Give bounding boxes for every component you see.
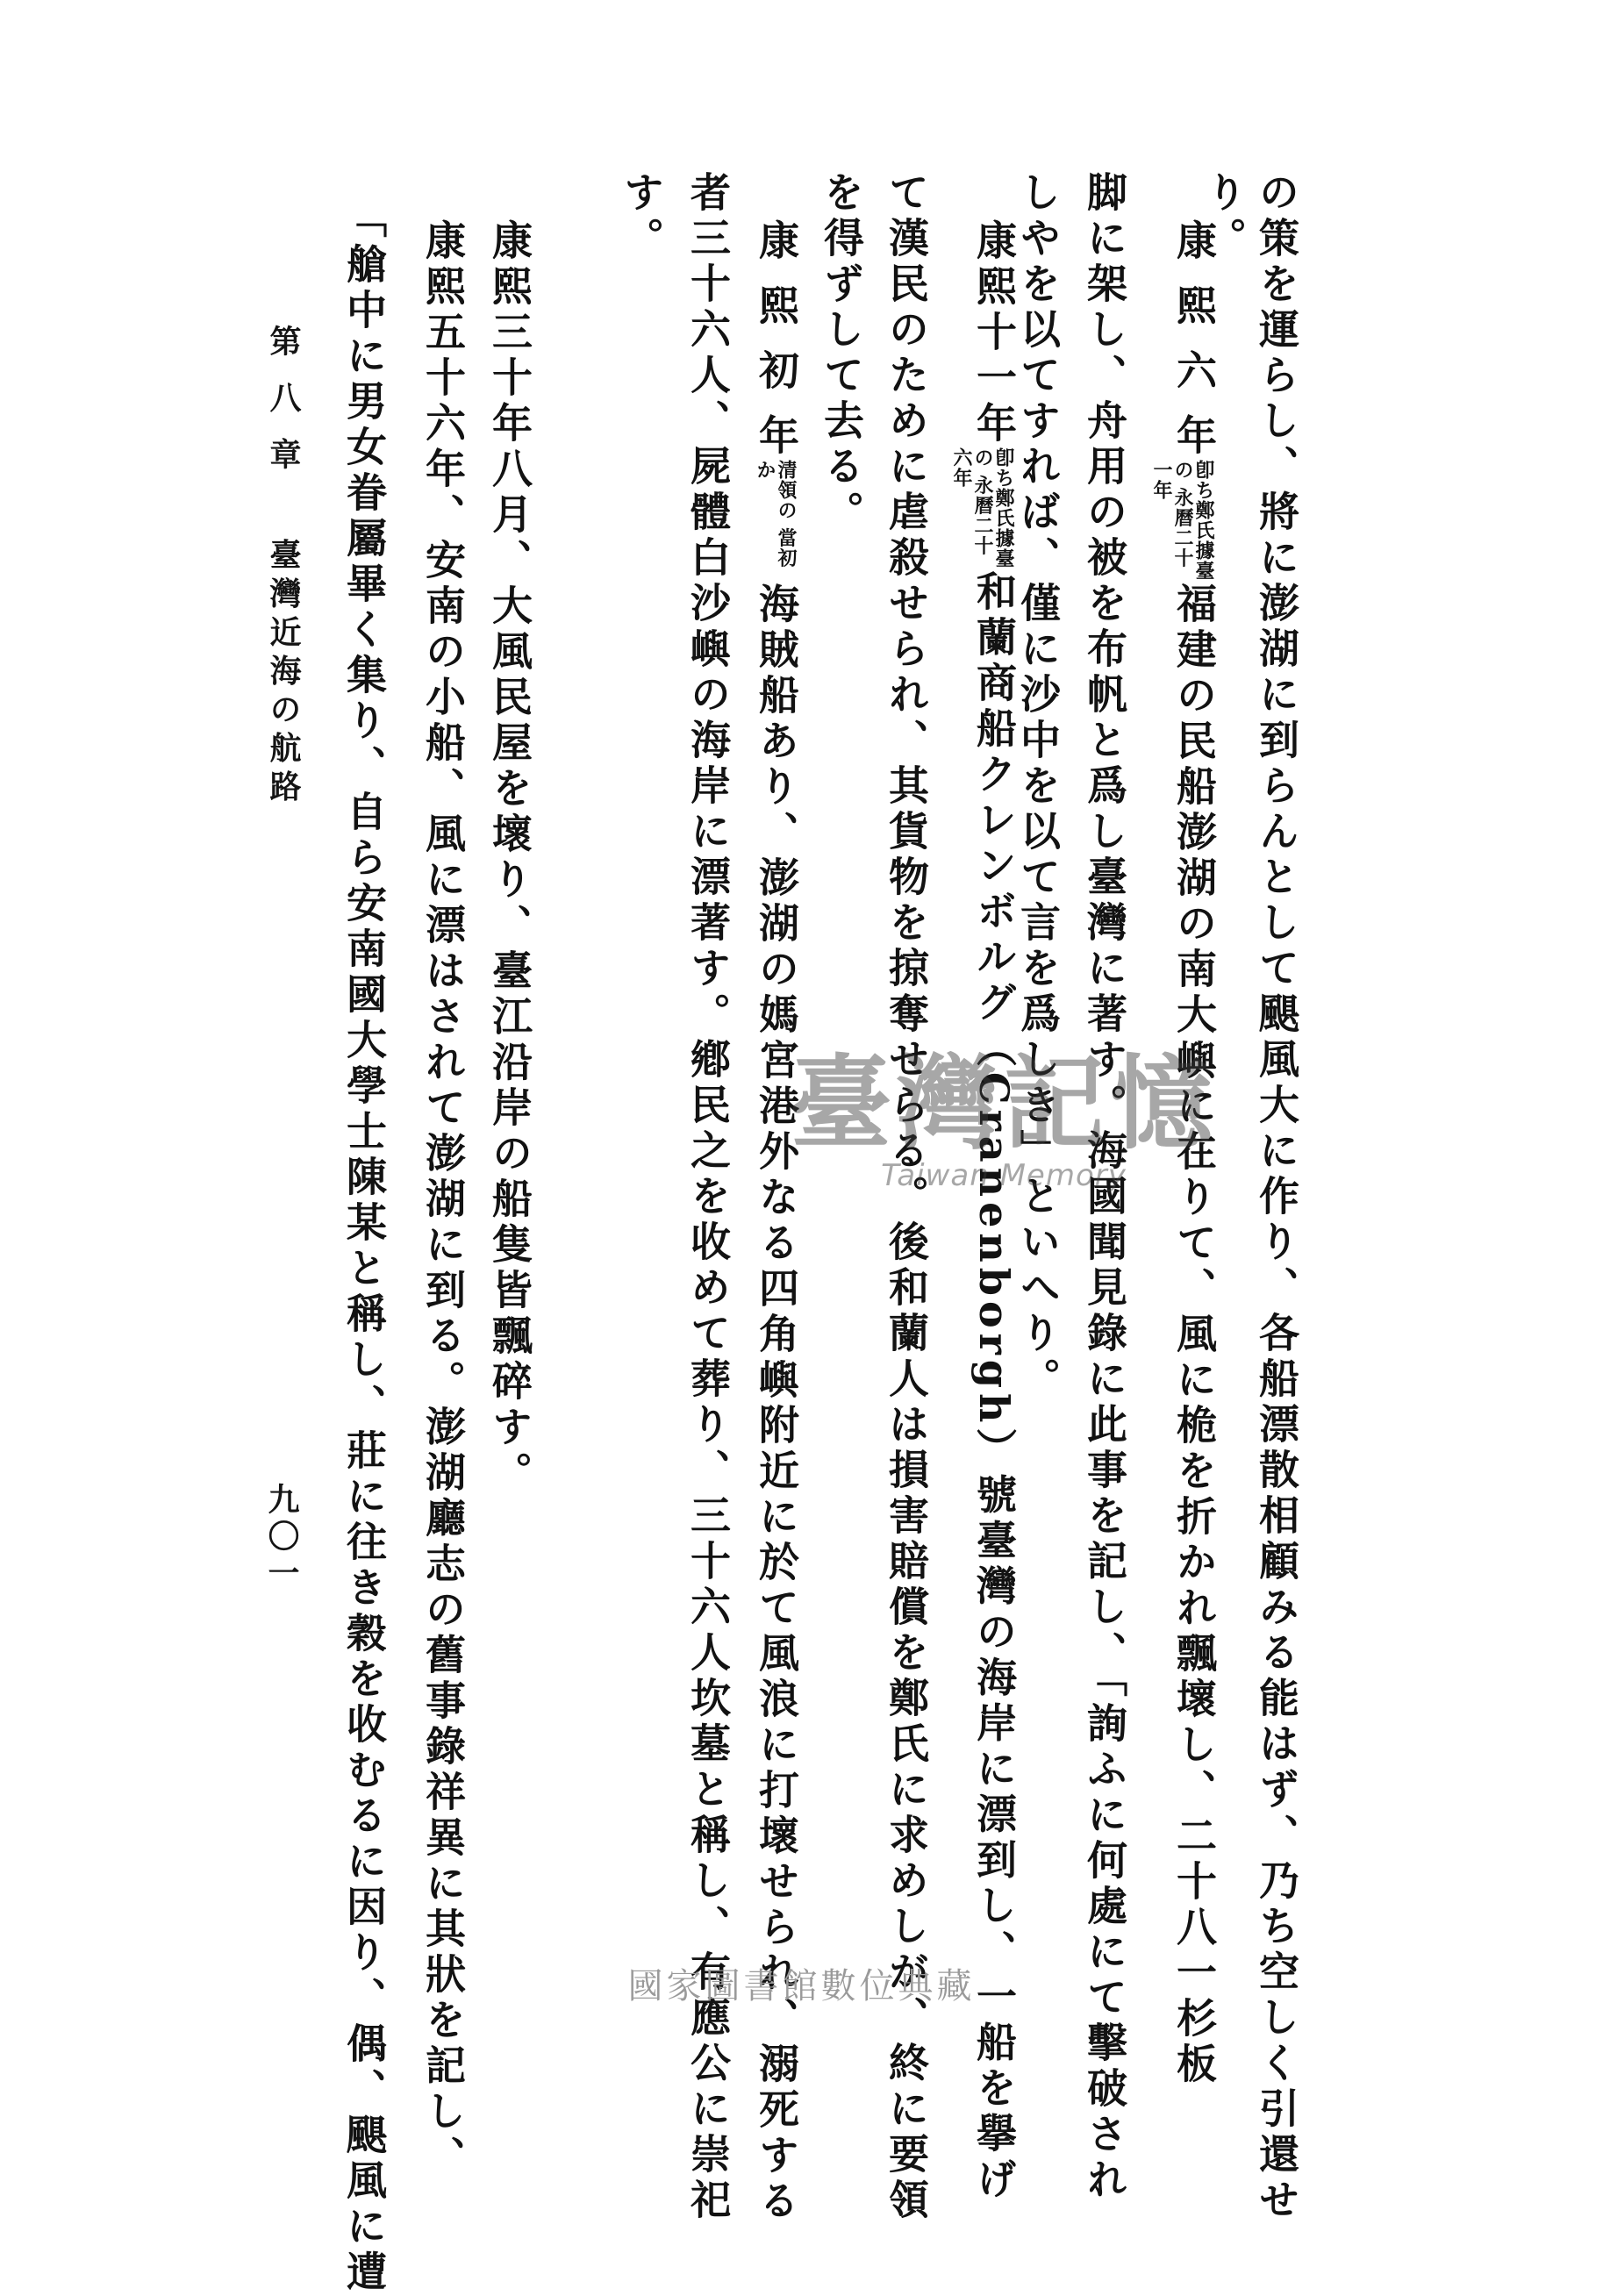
watermark-logo-text: 臺灣記憶 [790, 1044, 1218, 1163]
column-lead: 康 熙 初 年 [753, 219, 800, 461]
text-column-8 [818, 171, 865, 536]
text-column-1 [1253, 171, 1300, 2224]
column-text: しやを以てすれば、僅に沙中を以て言を爲しき」といへり。 [1014, 171, 1062, 1403]
column-text: て漢民のために虐殺せられ、其貨物を掠奪せらる。後和蘭人は損害賠償を鄭氏に求めしが、終に要領 [883, 171, 930, 2224]
text-column-12 [486, 219, 533, 1497]
text-column-7 [883, 171, 930, 2224]
inline-note: 清領の 當初か [754, 460, 798, 569]
column-text: 康熙三十年八月、大風民屋を壞り、臺江沿岸の船隻皆飄碎す。 [486, 219, 533, 1497]
text-column-6 [950, 219, 1018, 2204]
running-header [261, 325, 306, 808]
text-column-11 [618, 171, 665, 262]
column-text: 康熙五十六年、安南の小船、風に漂はされて澎湖に到る。澎湖廳志の舊事錄祥異に其狀を記し、 [419, 219, 467, 2181]
column-text: 和蘭商船クレンボルグ（Cranenborgh）號臺灣の海岸に漂到し、一船を擧げ [970, 570, 1018, 2204]
watermark [790, 1022, 1218, 1193]
column-text: 「艙中に男女眷屬畢く集り、自ら安南國大學士陳某と稱し、莊に往き穀を收むるに因り、偶、颶風に遭 [340, 197, 388, 2296]
inline-note: 卽ち鄭氏據臺の 永曆二十一年 [1150, 460, 1215, 582]
column-text: 海賊船あり、澎湖の媽宮港外なる四角嶼附近に於て風浪に打壞せられ、溺死する [753, 583, 800, 2226]
column-text: を得ずして去る。 [818, 171, 865, 536]
watermark-english-text: Taiwan Memory [881, 1158, 1127, 1193]
column-text: 脚に架し、舟用の被を布帆と爲し臺灣に著す。海國聞見錄に此事を記し、「詢ふに何處にて擊破され [1081, 171, 1128, 2204]
inline-note: 卽ち鄭氏據臺の 永曆二十六年 [950, 447, 1015, 569]
page-number: 九〇一 [263, 1483, 300, 1593]
text-column-13 [419, 219, 467, 2181]
column-text: り。 [1200, 171, 1248, 262]
column-text: の策を運らし、將に澎湖に到らんとして颶風大に作り、各船漂散相顧みる能はず、乃ち空しく引還せ [1253, 171, 1300, 2224]
text-column-10 [684, 171, 732, 2224]
chapter-title: 臺灣近海の航路 [265, 538, 302, 809]
text-column-5 [1014, 171, 1062, 1403]
chapter-label: 第 八 章 [265, 325, 302, 477]
column-lead: 康 熙 六 年 [1170, 219, 1218, 461]
text-column-9 [753, 219, 800, 2226]
column-text: 者三十六人、屍體白沙嶼の海岸に漂著す。鄕民之を收めて葬り、三十六人坎墓と稱し、有應公に崇祀 [684, 171, 732, 2224]
column-lead: 康熙十一年 [970, 219, 1018, 447]
column-text: す。 [618, 171, 665, 262]
library-credit: 國家圖書館數位典藏 [627, 1966, 976, 2006]
column-text: 福建の民船澎湖の南大嶼に在りて、風に桅を折かれ飄壞し、二十八一杉板 [1170, 583, 1218, 2089]
